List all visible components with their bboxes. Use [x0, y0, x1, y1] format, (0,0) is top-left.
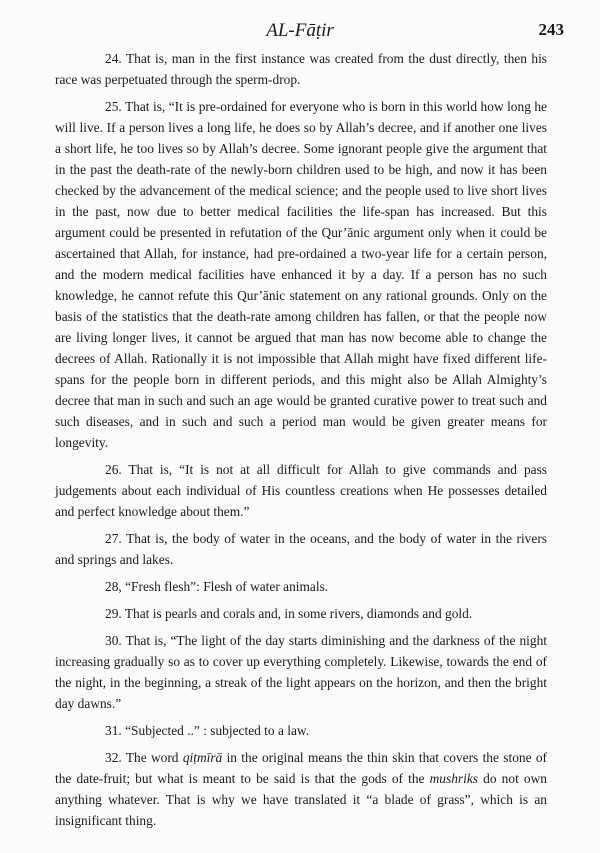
note-text: That is, “It is not at all difficult for Allah to give commands and pass judgements about each individual of His countless creations when He possesses detailed and perfect knowledge about them.” — [55, 462, 548, 519]
note-number: 27. — [105, 531, 122, 546]
note-number: 30. — [105, 633, 122, 648]
term-mushriks: mushriks — [429, 771, 478, 786]
note-27 — [55, 528, 547, 570]
note-28 — [55, 576, 547, 597]
note-29 — [55, 603, 547, 624]
term-qitmira: qiṭmīrā — [182, 750, 223, 765]
page-number: 243 — [538, 20, 564, 39]
note-24 — [55, 48, 547, 90]
note-text: That is, “It is pre-ordained for everyone who is born in this world how long he will live. If a person lives a long life, he does so by Allah’s decree, and if another one lives a short life, he too lives so by Allah’s decree. Some ignorant people give the argument that in the past the death-rate of the newly-born children used to be high, and now it has been checked by the advancement of the medical science; and the people used to live short lives in the past, now due to better medical facilities the life-span has increased. But this argument could be presented in refutation of the Qur’ānic argument only when it could be ascertained that Allah, for instance, had pre-ordained a two-year life for a certain person, and the modern medical facilities have enhanced it by a day. If a person has no such knowledge, he cannot refute this Qur’ānic statement on any rational grounds. Only on the basis of the statistics that the death-rate among children has fallen, or that the people now are living longer lives, it cannot be argued that man has now become able to change the decrees of Allah. Rationally it is not impossible that Allah might have fixed different life-spans for the people born in different periods, and this might also be Allah Almighty’s decree that man in such and such an age would be granted curative power to treat such and such diseases, and in such and such a period man would be given greater means for longevity. — [55, 99, 547, 450]
note-text: That is, man in the first instance was created from the dust directly, then his race was perpetuated through the sperm-drop. — [55, 51, 548, 87]
note-25 — [55, 96, 547, 453]
note-32 — [55, 747, 547, 831]
note-number: 28, — [105, 579, 122, 594]
note-text: “Subjected ..” : subjected to a law. — [125, 723, 310, 738]
note-31 — [55, 720, 547, 741]
note-text: That is, the body of water in the oceans, and the body of water in the rivers and springs and lakes. — [55, 531, 547, 567]
note-text-post: do not own anything whatever. That is why we have translated it “a blade of grass”, which is an insignificant thing. — [55, 771, 547, 828]
note-number: 31. — [105, 723, 122, 738]
note-text-mid: in the original means the thin skin that covers the stone of the date-fruit; but what is meant to be said is that the gods of the — [55, 750, 547, 786]
note-text-pre: The word — [125, 750, 183, 765]
note-number: 24. — [105, 51, 122, 66]
note-number: 29. — [105, 606, 122, 621]
note-text: That is pearls and corals and, in some rivers, diamonds and gold. — [124, 606, 473, 621]
note-30 — [55, 630, 547, 714]
note-text: “Fresh flesh”: Flesh of water animals. — [125, 579, 329, 594]
note-26 — [55, 459, 547, 522]
note-number: 32. — [105, 750, 122, 765]
note-number: 25. — [105, 99, 122, 114]
notes-body — [55, 48, 547, 837]
running-header — [0, 18, 600, 46]
note-number: 26. — [105, 462, 122, 477]
header-title: AL-Fāṭir — [266, 20, 334, 41]
note-text: That is, “The light of the day starts diminishing and the darkness of the night increasing gradually so as to cover up everything completely. Likewise, towards the end of the night, in the beginning, a streak of the light appears on the horizon, and then the bright day dawns.” — [55, 633, 548, 711]
